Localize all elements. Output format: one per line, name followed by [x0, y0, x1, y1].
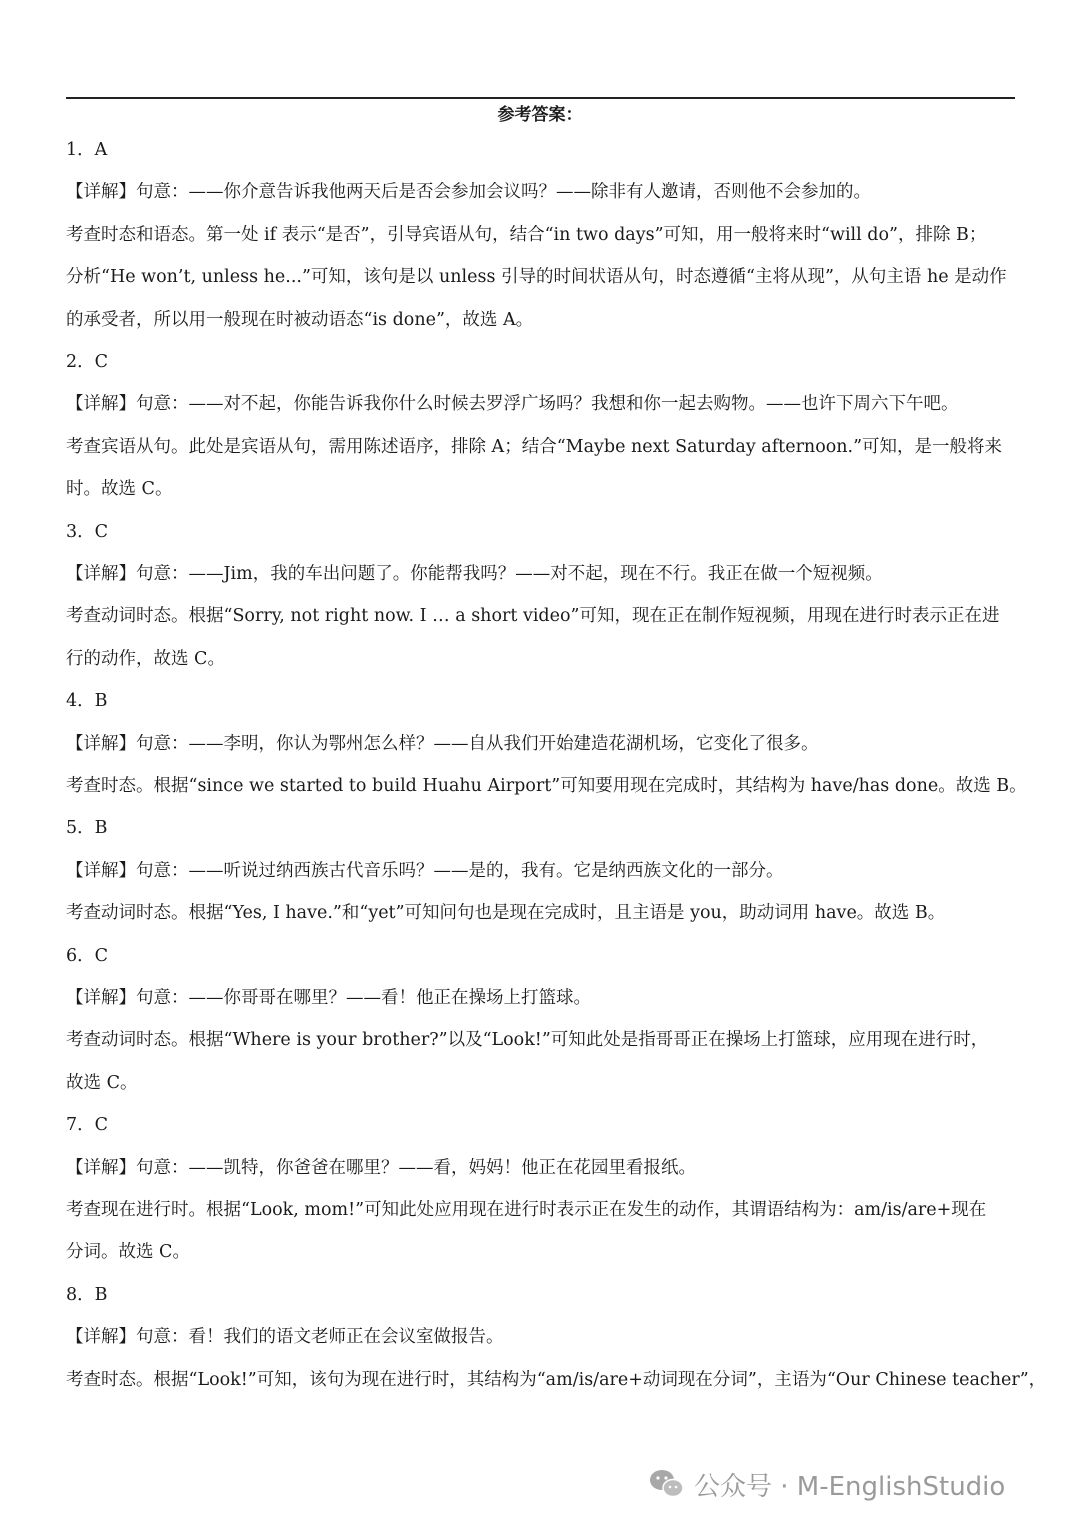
answer-line: 【详解】句意：——对不起，你能告诉我你什么时候去罗浮广场吗？我想和你一起去购物。——也许下周六下午吧。: [66, 394, 959, 415]
answer-number: 5．B: [66, 818, 108, 839]
answer-line: 考查时态。根据“since we started to build Huahu Airport”可知要用现在完成时，其结构为 have/has done。故选 B。: [66, 776, 1027, 796]
answer-line: 时。故选 C。: [66, 479, 173, 500]
answer-number: 8．B: [66, 1284, 108, 1305]
answer-line: 【详解】句意：——听说过纳西族古代音乐吗？——是的，我有。它是纳西族文化的一部分。: [66, 860, 784, 881]
answer-line: 【详解】句意：看！我们的语文老师正在会议室做报告。: [66, 1327, 504, 1348]
answer-number: 6．C: [66, 945, 109, 966]
answer-line: 的承受者，所以用一般现在时被动语态“is done”，故选 A。: [66, 309, 534, 330]
answer-number: 3．C: [66, 521, 109, 542]
answer-line: 【详解】句意：——你哥哥在哪里？——看！他正在操场上打篮球。: [66, 988, 591, 1008]
answer-line: 考查动词时态。根据“Yes, I have.”和“yet”可知问句也是现在完成时，且主语是 you，助动词用 have。故选 B。: [66, 903, 946, 924]
answer-line: 分词。故选 C。: [66, 1242, 190, 1263]
answer-line: 考查现在进行时。根据“Look, mom!”可知此处应用现在进行时表示正在发生的动作，其谓语结构为：am/is/are+现在: [66, 1200, 987, 1220]
answer-line: 考查时态。根据“Look!”可知，该句为现在进行时，其结构为“am/is/are+动词现在分词”，主语为“Our Chinese teacher”，: [66, 1369, 1047, 1390]
answer-line: 【详解】句意：——Jim，我的车出问题了。你能帮我吗？——对不起，现在不行。我正在做一个短视频。: [66, 564, 883, 584]
answer-line: 考查动词时态。根据“Where is your brother?”以及“Look!”可知此处是指哥哥正在操场上打篮球，应用现在进行时，: [66, 1030, 989, 1051]
watermark-text: 公众号 · M-EnglishStudio: [694, 1471, 1006, 1502]
answer-line: 【详解】句意：——李明，你认为鄂州怎么样？——自从我们开始建造花湖机场，它变化了很多。: [66, 733, 819, 754]
answer-line: 分析“He won’t, unless he...”可知，该句是以 unless 引导的时间状语从句，时态遵循“主将从现”，从句主语 he 是动作: [66, 267, 1007, 288]
watermark: [648, 1464, 1005, 1504]
answer-line: 考查宾语从句。此处是宾语从句，需用陈述语序，排除 A；结合“Maybe next Saturday afternoon.”可知，是一般将来: [66, 436, 1003, 457]
wechat-icon: [648, 1468, 686, 1500]
answer-number: 1．A: [66, 140, 108, 160]
answer-number: 4．B: [66, 691, 108, 712]
answer-number: 2．C: [66, 352, 109, 372]
answer-line: 【详解】句意：——凯特，你爸爸在哪里？——看，妈妈！他正在花园里看报纸。: [66, 1157, 696, 1178]
answer-line: 【详解】句意：——你介意告诉我他两天后是否会参加会议吗？——除非有人邀请，否则他不会参加的。: [66, 182, 871, 203]
answer-line: 故选 C。: [66, 1072, 138, 1093]
page-title: 参考答案：: [497, 105, 583, 125]
answer-line: 考查时态和语态。第一处 if 表示“是否”，引导宾语从句，结合“in two days”可知，用一般将来时“will do”，排除 B；: [66, 224, 987, 245]
answer-number: 7．C: [66, 1115, 109, 1136]
answer-line: 行的动作，故选 C。: [66, 648, 225, 669]
header-rule: [66, 97, 1015, 99]
answer-line: 考查动词时态。根据“Sorry, not right now. I … a short video”可知，现在正在制作短视频，用现在进行时表示正在进: [66, 606, 1000, 627]
